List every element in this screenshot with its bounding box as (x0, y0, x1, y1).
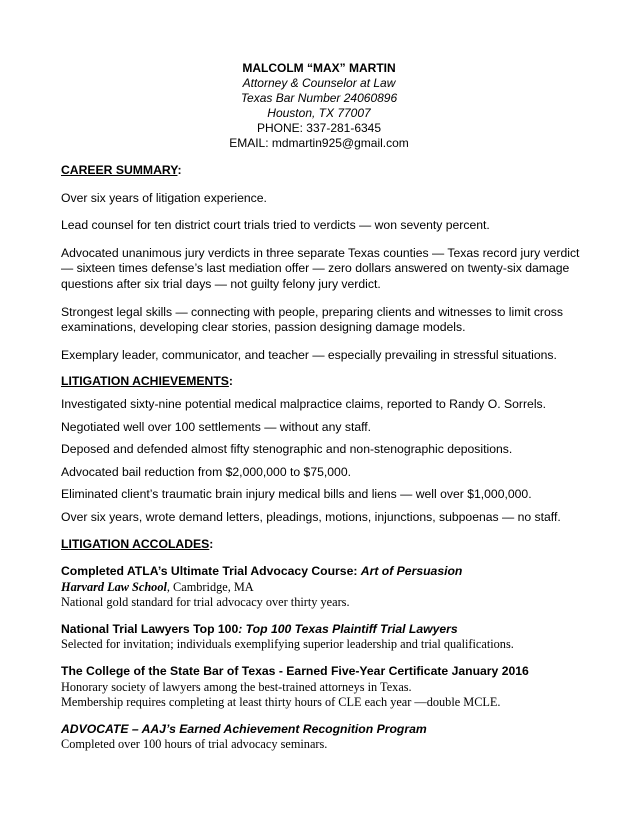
summary-item: Over six years of litigation experience. (61, 190, 267, 205)
accolade-title (61, 622, 581, 638)
summary-item: Advocated unanimous jury verdicts in three separate Texas counties — Texas record jury verdict — sixteen times defense’s last mediation offer — zero dollars answered on twenty-six damage questions after six trial days — not guilty felony jury verdict. (61, 245, 580, 291)
section-heading-career-summary (61, 163, 581, 179)
candidate-name: MALCOLM “MAX” MARTIN (242, 61, 396, 75)
achievement-item: Eliminated client’s traumatic brain injury medical bills and liens — well over $1,000,000. (61, 487, 532, 502)
accolade-item (61, 564, 581, 610)
professional-title: Attorney & Counselor at Law (242, 76, 396, 90)
accolade-title-italic: ADVOCATE – AAJ’s Earned Achievement Recognition Program (61, 721, 427, 736)
bar-number: Texas Bar Number 24060896 (240, 91, 398, 105)
accolade-description: Completed over 100 hours of trial advocacy seminars. (61, 737, 328, 752)
accolade-item (61, 722, 581, 753)
accolade-title-text: Completed ATLA’s Ultimate Trial Advocacy Course: (61, 564, 361, 579)
accolade-title (61, 564, 581, 580)
heading-colon: : (228, 374, 233, 389)
location: Houston, TX 77007 (267, 106, 371, 120)
heading-colon: : (209, 536, 214, 551)
accolade-title (61, 722, 581, 738)
achievement-item: Advocated bail reduction from $2,000,000 to $75,000. (61, 464, 351, 479)
accolade-title-italic: Art of Persuasion (360, 564, 463, 579)
section-heading-litigation-accolades (61, 537, 581, 553)
accolade-description: Membership requires completing at least thirty hours of CLE each year —double MCLE. (61, 694, 501, 709)
achievement-item: Investigated sixty-nine potential medical malpractice claims, reported to Randy O. Sorrels. (61, 396, 547, 411)
resume-header (0, 61, 638, 151)
accolade-description: National gold standard for trial advocacy over thirty years. (61, 594, 350, 609)
email: EMAIL: mdmartin925@gmail.com (229, 136, 409, 150)
accolade-org-location: , Cambridge, MA (166, 579, 254, 594)
accolade-org (61, 580, 581, 595)
achievement-item: Deposed and defended almost fifty stenographic and non-stenographic depositions. (61, 442, 513, 457)
heading-text: LITIGATION ACCOLADES (61, 536, 210, 551)
accolade-title-text: National Trial Lawyers Top 100 (61, 621, 239, 636)
summary-item: Strongest legal skills — connecting with people, preparing clients and witnesses to limit cross examinations, developing clear stories, passion designing damage models. (61, 304, 563, 335)
resume-body (61, 163, 581, 752)
accolade-org-name: Harvard Law School (61, 579, 167, 594)
heading-text: LITIGATION ACHIEVEMENTS (61, 374, 229, 389)
section-heading-litigation-achievements (61, 374, 581, 390)
accolade-item (61, 622, 581, 653)
summary-item: Exemplary leader, communicator, and teacher — especially prevailing in stressful situations. (61, 347, 557, 362)
accolade-description: Honorary society of lawyers among the best-trained attorneys in Texas. (61, 679, 412, 694)
achievement-item: Over six years, wrote demand letters, pleadings, motions, injunctions, subpoenas — no staff. (61, 509, 561, 524)
accolade-description: Selected for invitation; individuals exemplifying superior leadership and trial qualifications. (61, 637, 514, 652)
accolade-item (61, 664, 581, 710)
summary-item: Lead counsel for ten district court trials tried to verdicts — won seventy percent. (61, 218, 490, 233)
phone: PHONE: 337-281-6345 (256, 121, 382, 135)
achievement-item: Negotiated well over 100 settlements — without any staff. (61, 419, 372, 434)
heading-colon: : (177, 163, 182, 177)
accolade-title: The College of the State Bar of Texas - Earned Five-Year Certificate January 2016 (61, 664, 529, 679)
heading-text: CAREER SUMMARY (61, 163, 178, 177)
accolade-title-italic: : Top 100 Texas Plaintiff Trial Lawyers (238, 621, 458, 636)
